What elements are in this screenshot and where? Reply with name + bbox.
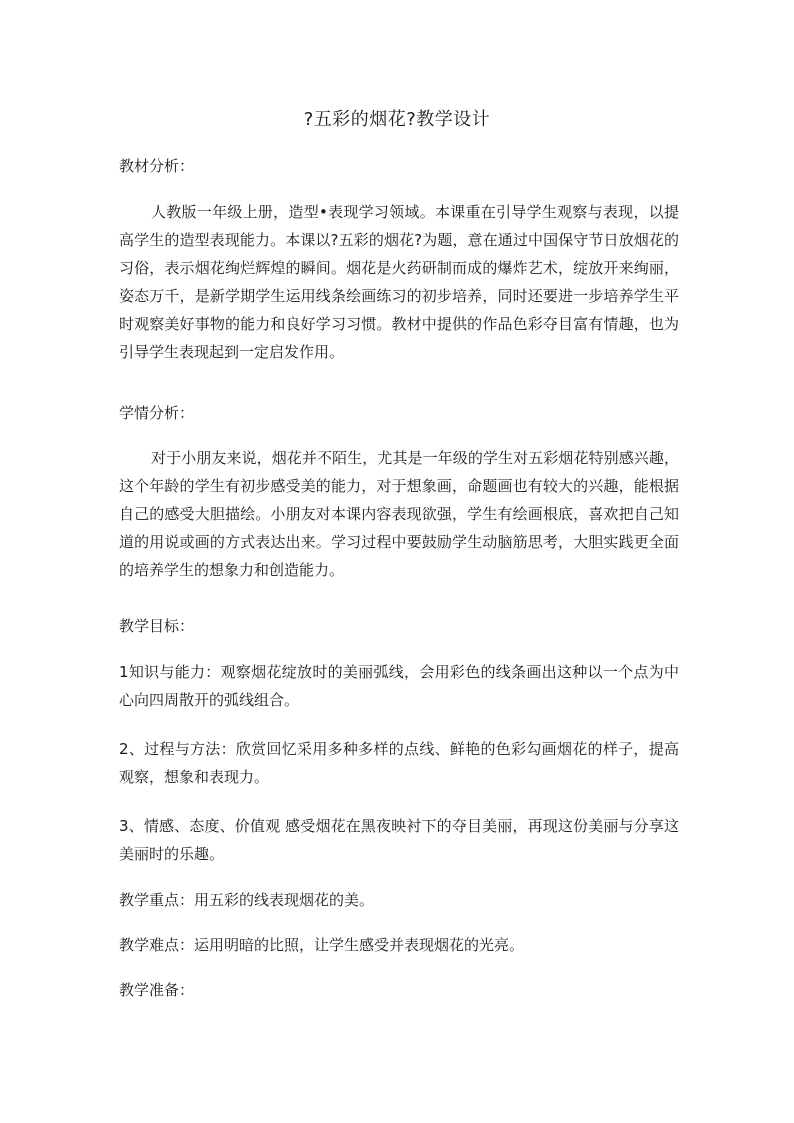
objective-text: 1知识与能力：观察烟花绽放时的美丽弧线，会用彩色的线条画出这种以一个点为中心向四周散开的弧线组合。 [119, 663, 679, 709]
section-paragraph-material-analysis [119, 198, 679, 366]
page-title: ?五彩的烟花?教学设计 [303, 109, 491, 130]
section-heading-material-analysis: 教材分析： [119, 157, 195, 175]
preparation-heading: 教学准备： [119, 981, 195, 999]
paragraph-text: 人教版一年级上册，造型•表现学习领域。本课重在引导学生观察与表现，以提高学生的造型表现能力。本课以?五彩的烟花?为题，意在通过中国保守节日放烟花的习俗，表示烟花绚烂辉煌的瞬间。烟花是火药研制而成的爆炸艺术，绽放开来绚丽，姿态万千，是新学期学生运用线条绘画练习的初步培养，同时还要进一步培养学生平时观察美好事物的能力和良好学习习惯。教材中提供的作品色彩夺目富有情趣，也为引导学生表现起到一定启发作用。 [119, 203, 679, 361]
paragraph-text: 对于小朋友来说，烟花并不陌生，尤其是一年级的学生对五彩烟花特别感兴趣，这个年龄的学生有初步感受美的能力，对于想象画，命题画也有较大的兴趣，能根据自己的感受大胆描绘。小朋友对本课内容表现欲强，学生有绘画根底，喜欢把自己知道的用说或画的方式表达出来。学习过程中要鼓励学生动脑筋思考，大胆实践更全面的培养学生的想象力和创造能力。 [119, 449, 679, 579]
difficulty-point: 教学难点：运用明暗的比照，让学生感受并表现烟花的光亮。 [119, 936, 525, 954]
objective-text: 3、情感、态度、价值观 感受烟花在黑夜映衬下的夺目美丽，再现这份美丽与分享这美丽时的乐趣。 [119, 817, 679, 863]
objective-item-3 [119, 812, 679, 868]
section-heading-student-analysis: 学情分析： [119, 404, 195, 422]
objective-item-2 [119, 735, 679, 791]
section-paragraph-student-analysis [119, 444, 679, 584]
key-point: 教学重点：用五彩的线表现烟花的美。 [119, 891, 375, 909]
section-heading-objectives: 教学目标： [119, 617, 195, 635]
objective-text: 2、过程与方法：欣赏回忆采用多种多样的点线、鲜艳的色彩勾画烟花的样子，提高观察，想象和表现力。 [119, 740, 679, 786]
objective-item-1 [119, 658, 679, 714]
